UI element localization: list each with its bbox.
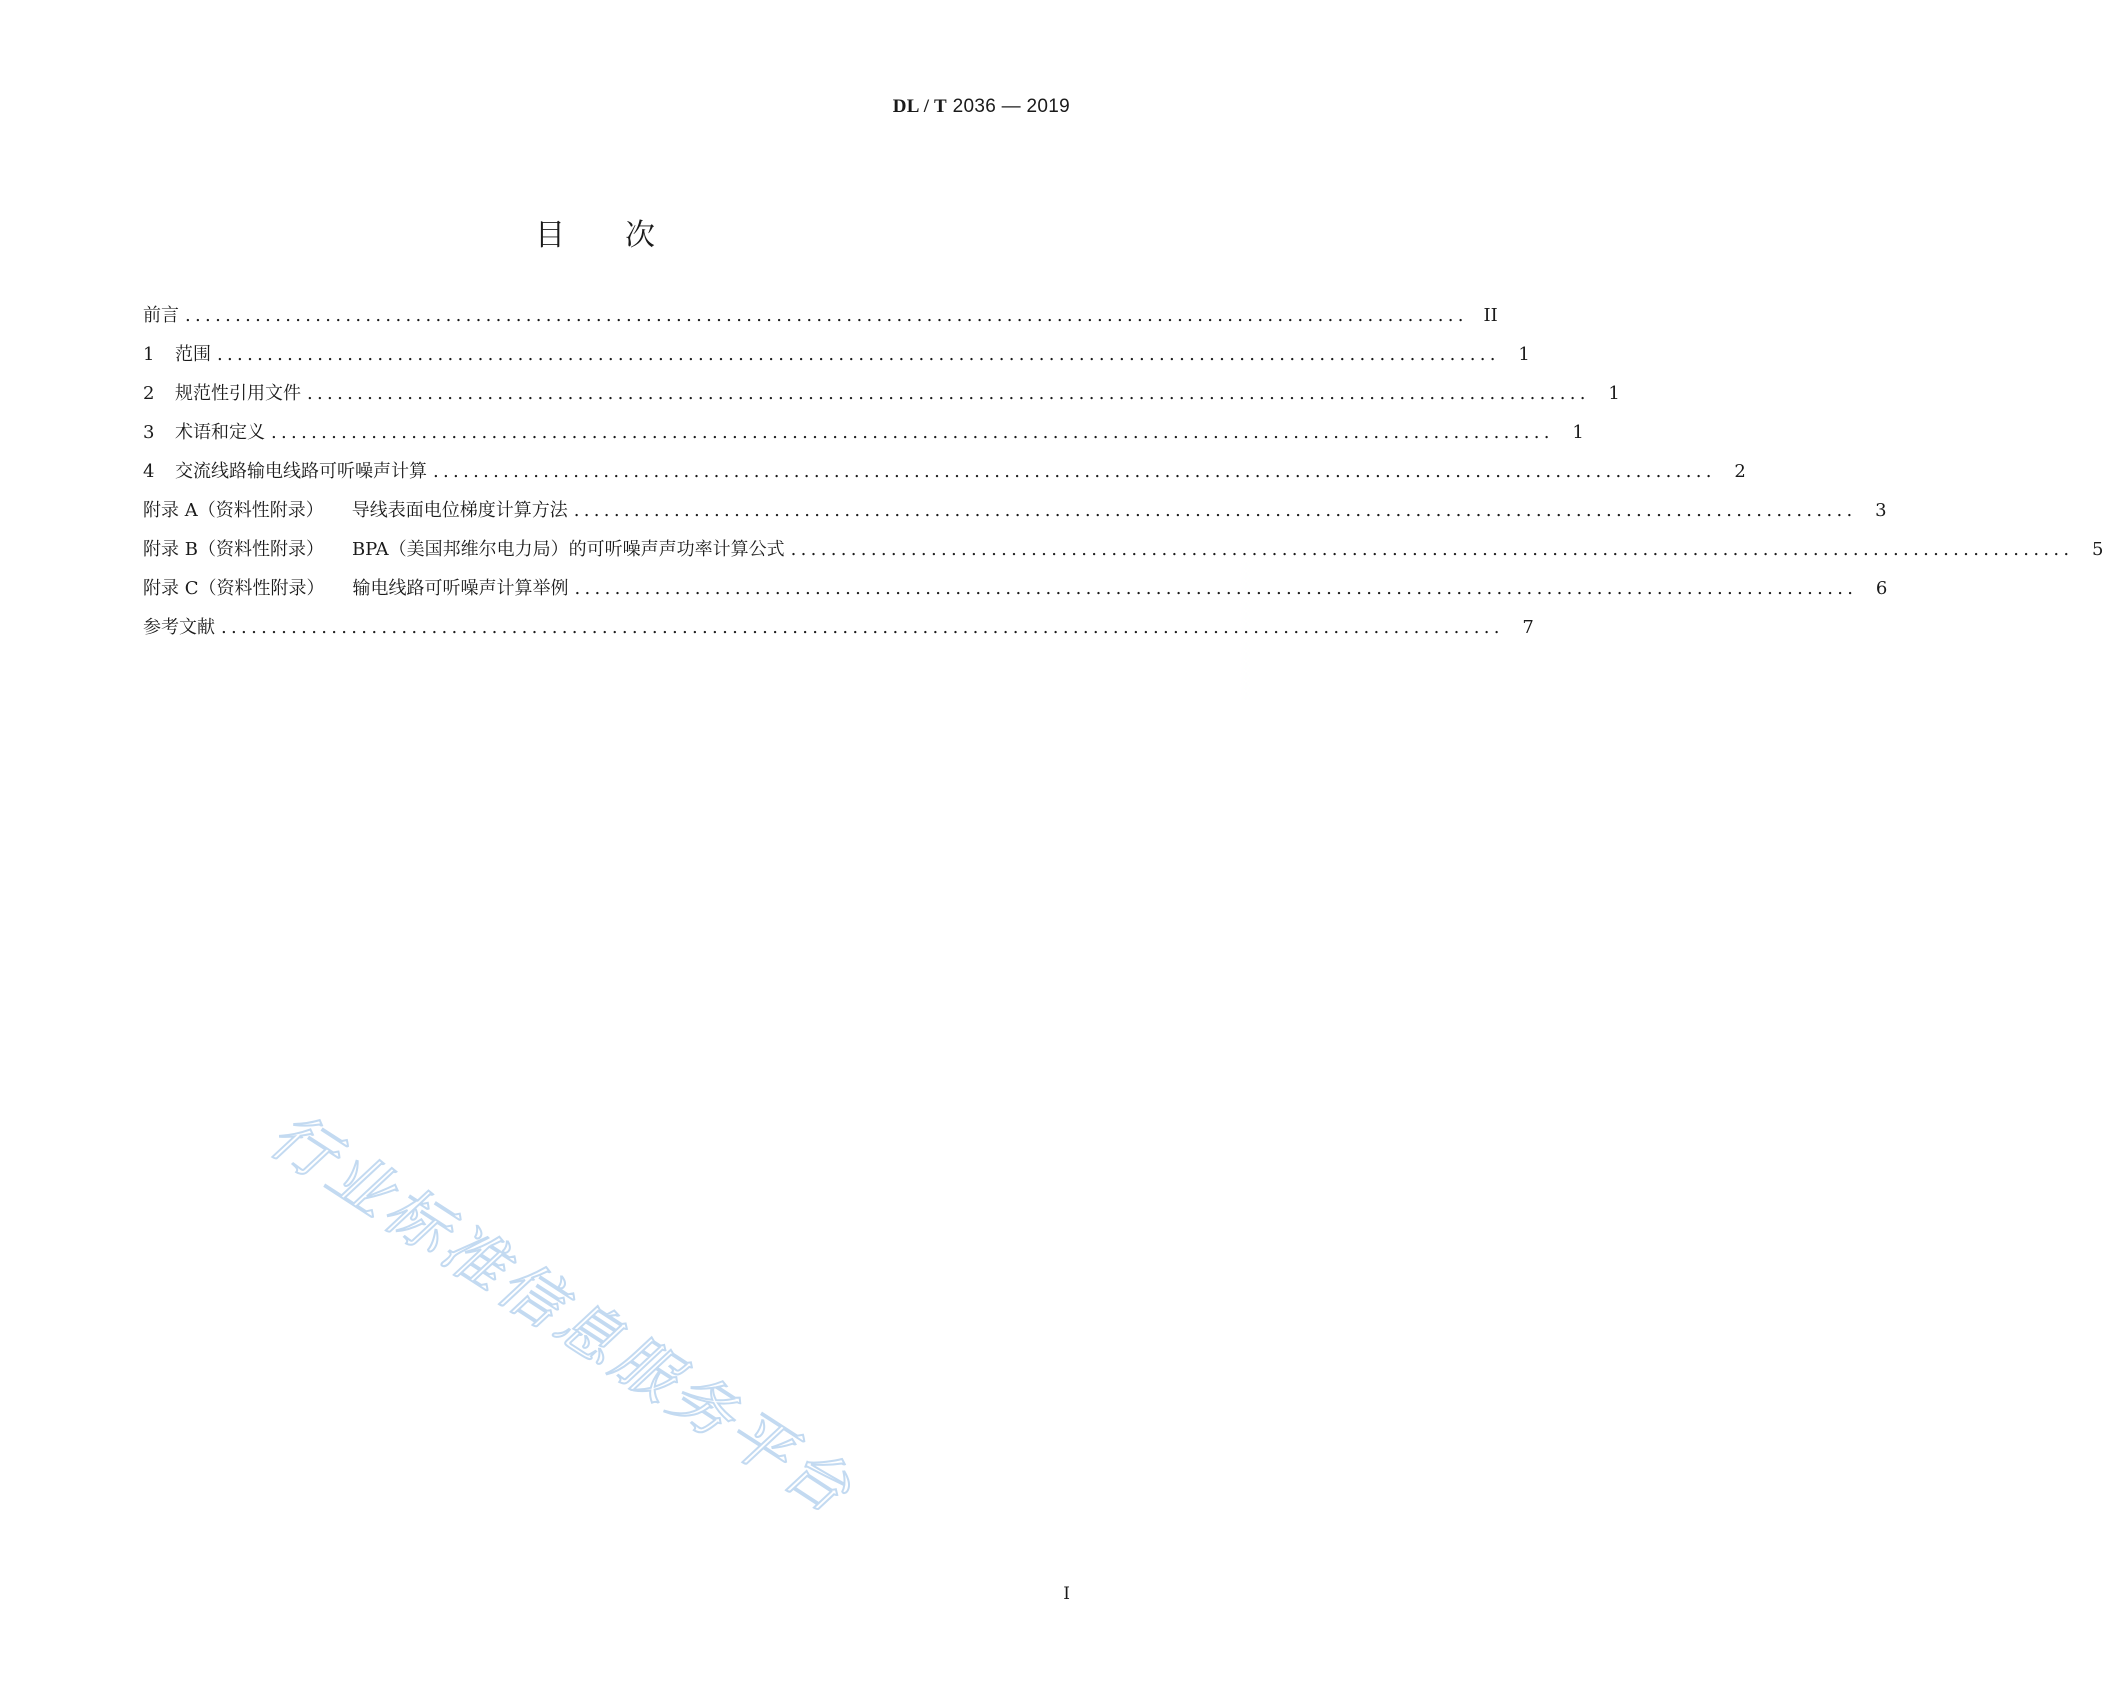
toc-leader-dots: ................................................................................................................................ [790,539,2074,560]
toc-entry-appendix-b[interactable] [143,537,2103,576]
toc-page-number: II [1483,305,1498,326]
toc-leader-dots: ................................................................................................................................ [185,305,1468,326]
toc-page-number: 5 [2091,539,2103,560]
toc-entry-label: 附录 B（资料性附录） BPA（美国邦维尔电力局）的可听噪声声功率计算公式 [143,539,785,560]
toc-leader-dots: ................................................................................................................................ [433,461,1716,482]
toc-entry-ac-noise-calculation[interactable] [143,459,1746,498]
toc-page-number: 6 [1875,578,1888,599]
toc-entry-label: 参考文献 [143,617,215,638]
toc-entry-bibliography[interactable] [143,615,1534,654]
toc-entry-label: 前言 [143,305,179,326]
table-of-contents [143,303,2103,654]
toc-leader-dots: ................................................................................................................................ [573,500,1857,521]
toc-leader-dots: ................................................................................................................................ [217,344,1500,365]
toc-entry-label: 3 术语和定义 [143,422,265,443]
toc-leader-dots: ................................................................................................................................ [574,578,1858,599]
toc-entry-terms-definitions[interactable] [143,420,1584,459]
page-number: I [1063,1584,1070,1604]
toc-leader-dots: ................................................................................................................................ [221,617,1504,638]
toc-entry-label: 1 范围 [143,344,211,365]
document-code [893,96,1070,118]
toc-page-number: 2 [1734,461,1746,482]
toc-entry-foreword[interactable] [143,303,1498,342]
toc-page-number: 1 [1518,344,1530,365]
document-code-prefix: DL / T [892,96,948,117]
toc-page-number: 1 [1608,383,1620,404]
page-title: 目次 [535,218,715,253]
toc-leader-dots: ................................................................................................................................ [271,422,1554,443]
toc-entry-label: 2 规范性引用文件 [143,383,301,404]
toc-page-number: 3 [1875,500,1887,521]
toc-page-number: 7 [1522,617,1534,638]
toc-entry-label: 附录 A（资料性附录） 导线表面电位梯度计算方法 [143,500,568,521]
watermark: 行业标准信息服务平台 [257,1098,868,1530]
toc-entry-scope[interactable] [143,342,1530,381]
toc-entry-normative-references[interactable] [143,381,1620,420]
toc-page-number: 1 [1572,422,1584,443]
document-code-number: 2036 — 2019 [947,96,1070,117]
toc-leader-dots: ................................................................................................................................ [307,383,1590,404]
toc-entry-appendix-a[interactable] [143,498,1887,537]
toc-entry-label: 4 交流线路输电线路可听噪声计算 [143,461,427,482]
toc-entry-appendix-c[interactable] [143,576,1888,615]
toc-entry-label: 附录 C（资料性附录） 输电线路可听噪声计算举例 [143,578,569,599]
